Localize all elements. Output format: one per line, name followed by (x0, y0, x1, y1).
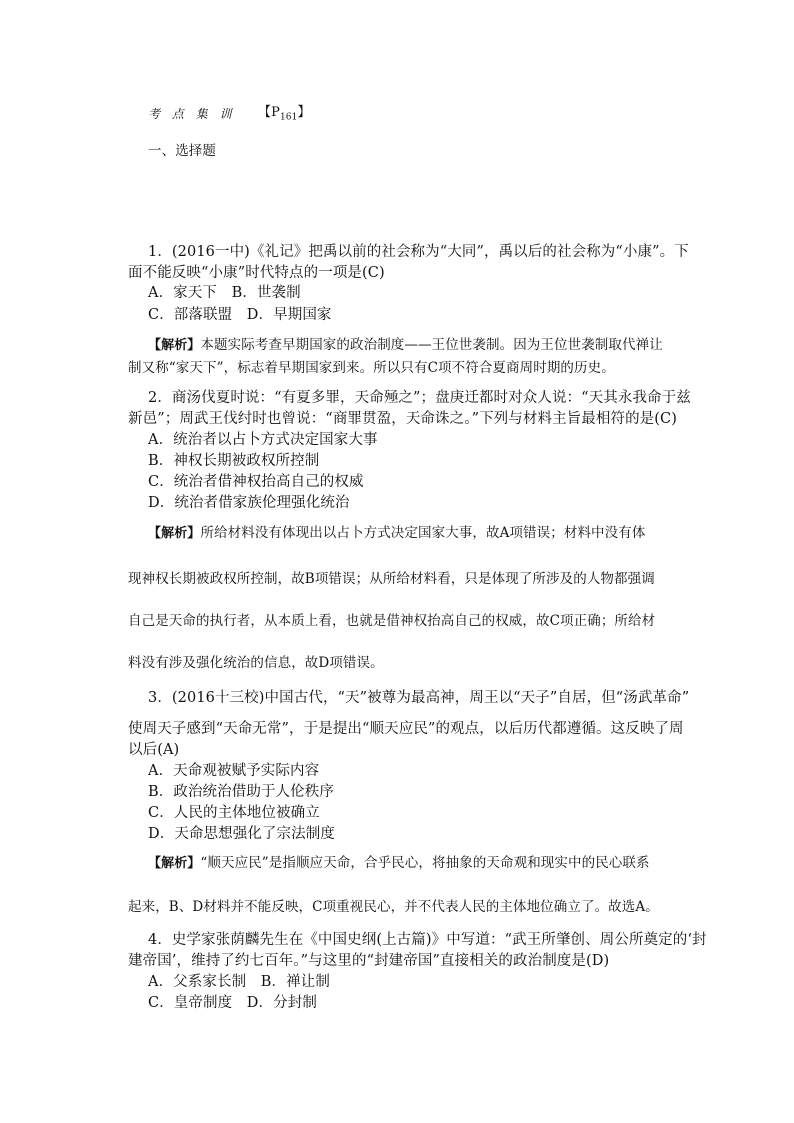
question-2-option-3: C．统治者借神权抬高自己的权威 (148, 474, 364, 490)
question-2-analysis-line-3: 自己是天命的执行者，从本质上看，也就是借神权抬高自己的权威，故C项正确；所给材 (128, 613, 656, 629)
question-3-line-2: 使周天子感到“天命无常”，于是提出“顺天应民”的观点，以后历代都遵循。这反映了周 (128, 721, 684, 737)
question-3-analysis-line-1 (148, 853, 650, 874)
page-ref-prefix: 【P (258, 105, 280, 120)
question-2-option-4: D．统治者借家族伦理强化统治 (148, 495, 350, 511)
analysis-label: 【解析】 (148, 526, 201, 541)
question-1-analysis-line-2: 制又称“家天下”，标志着早期国家到来。所以只有C项不符合夏商周时期的历史。 (128, 360, 615, 376)
page-ref-suffix: 】 (297, 105, 311, 120)
analysis-label: 【解析】 (148, 338, 201, 353)
question-3-option-4: D．天命思想强化了宗法制度 (148, 826, 335, 842)
analysis-label: 【解析】 (148, 856, 201, 871)
question-2-analysis-line-2: 现神权长期被政权所控制，故B项错误；从所给材料看，只是体现了所涉及的人物都强调 (128, 571, 655, 587)
question-3-analysis-line-2: 起来，B、D材料并不能反映，C项重视民心，并不代表人民的主体地位确立了。故选A。 (128, 899, 659, 915)
question-3-line-1: 3．(2016十三校)中国古代，“天”被尊为最高神，周王以“天子”自居，但“汤武革命” (148, 690, 690, 706)
question-3-option-2: B．政治统治借助于人伦秩序 (148, 784, 334, 800)
analysis-text: 所给材料没有体现出以占卜方式决定国家大事，故A项错误；材料中没有体 (200, 525, 646, 541)
page-reference (258, 103, 311, 128)
question-4-line-2: 建帝国’，维持了约七百年。”与这里的“封建帝国”直接相关的政治制度是(D) (128, 953, 610, 969)
analysis-text: “顺天应民”是指顺应天命，合乎民心，将抽象的天命观和现实中的民心联系 (200, 855, 650, 871)
question-4-option-1: A．父系家长制 B．禅让制 (148, 974, 330, 990)
question-2-option-2: B．神权长期被政权所控制 (148, 453, 320, 469)
question-4-option-2: C．皇帝制度 D．分封制 (148, 995, 317, 1011)
question-1-line-1: 1．(2016一中)《礼记》把禹以前的社会称为“大同”，禹以后的社会称为“小康”。下 (148, 244, 689, 260)
page-header-title: 考 点 集 训 (148, 107, 236, 121)
analysis-text: 本题实际考查早期国家的政治制度——王位世袭制。因为王位世袭制取代禅让 (200, 337, 663, 353)
page-ref-number: 161 (279, 112, 298, 123)
question-2-option-1: A．统治者以占卜方式决定国家大事 (148, 432, 378, 448)
question-4-line-1: 4．史学家张荫麟先生在《中国史纲(上古篇)》中写道：“武王所肇创、周公所奠定的‘封 (148, 932, 707, 948)
question-2-analysis-line-1 (148, 523, 645, 544)
question-2-line-2: 新邑”；周武王伐纣时也曾说：“商罪贯盈，天命诛之。”下列与材料主旨最相符的是(C) (128, 411, 677, 427)
question-2-analysis-line-4: 料没有涉及强化统治的信息，故D项错误。 (128, 655, 384, 671)
question-3-option-3: C．人民的主体地位被确立 (148, 805, 320, 821)
question-1-analysis-line-1 (148, 335, 663, 356)
question-1-option-2: C．部落联盟 D．早期国家 (148, 307, 332, 323)
question-3-option-1: A．天命观被赋予实际内容 (148, 763, 320, 779)
question-1-option-1: A．家天下 B．世袭制 (148, 285, 301, 301)
question-2-line-1: 2．商汤伐夏时说：“有夏多罪，天命殛之”；盘庚迁都时对众人说：“天其永我命于兹 (148, 390, 691, 406)
section-title: 一、选择题 (148, 143, 216, 159)
question-1-line-2: 面不能反映“小康”时代特点的一项是(C) (128, 265, 385, 281)
question-3-line-3: 以后(A) (128, 742, 180, 758)
